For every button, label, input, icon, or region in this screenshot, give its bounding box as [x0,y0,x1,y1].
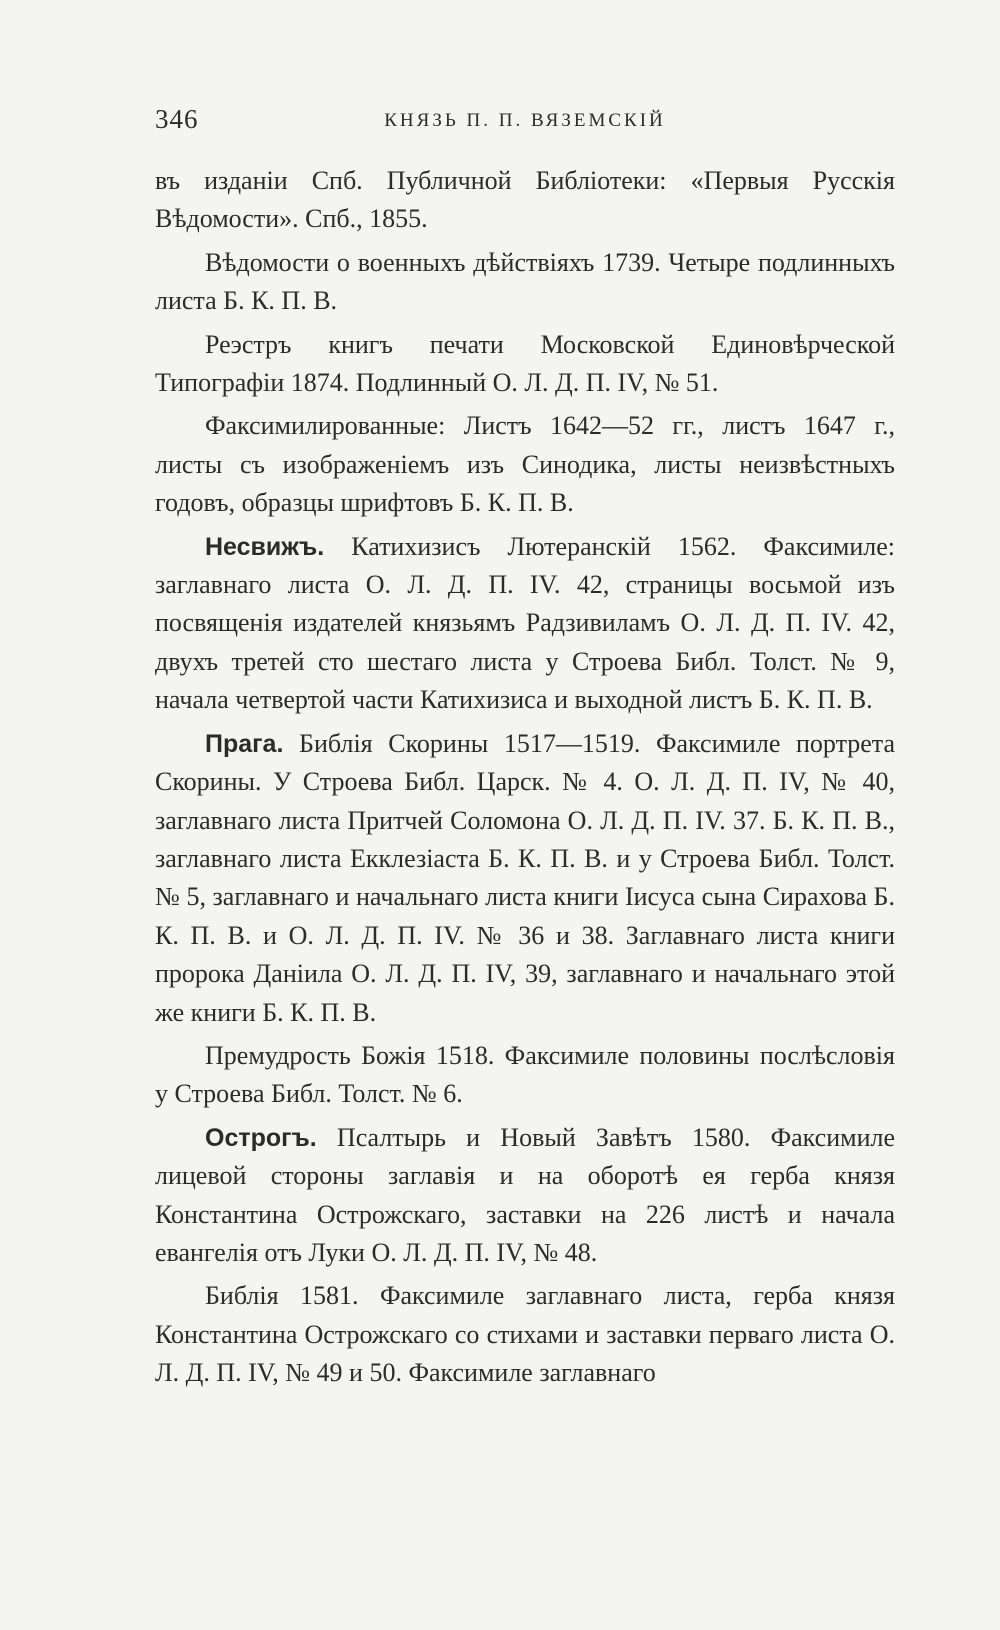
paragraph [155,326,895,403]
paragraph [155,1119,895,1273]
paragraph [155,162,895,239]
running-head [155,104,895,144]
paragraph [155,528,895,720]
paragraph-text: Реэстръ книгъ печати Московской Единовѣрческой Типографіи 1874. Подлинный О. Л. Д. П. IV, № 51. [155,329,895,398]
paragraph-text: Вѣдомости о военныхъ дѣйствіяхъ 1739. Четыре подлинныхъ листа Б. К. П. В. [155,247,895,316]
place-heading: Несвижъ. [205,532,325,561]
paragraph-text: Катихизисъ Лютеранскій 1562. Факсимиле: заглавнаго листа О. Л. Д. П. IV. 42, страницы восьмой изъ посвященія издателей князьямъ Радзивиламъ О. Л. Д. П. IV. 42, двухъ третей сто шестаго листа у Строева Библ. Толст. № 9, начала четвертой части Катихизиса и выходной листъ Б. К. П. В. [155,531,896,715]
place-heading: Прага. [205,729,284,758]
paragraph [155,725,895,1032]
place-heading: Острогъ. [205,1123,317,1152]
page-number: 346 [155,104,199,134]
paragraph [155,407,895,522]
paragraph-text: Премудрость Божія 1518. Факсимиле половины послѣсловія у Строева Библ. Толст. № 6. [155,1040,895,1109]
paragraph [155,1277,895,1392]
paragraph-text: Библія Скорины 1517—1519. Факсимиле портрета Скорины. У Строева Библ. Царск. № 4. О. Л. Д. П. IV, № 40, заглавнаго листа Притчей Соломона О. Л. Д. П. IV. 37. Б. К. П. В., заглавнаго листа Екклезіаста Б. К. П. В. и у Строева Библ. Толст. № 5, заглавнаго и начальнаго листа книги Іисуса сына Сирахова Б. К. П. В. и О. Л. Д. П. IV. № 36 и 38. Заглавнаго листа книги пророка Даніила О. Л. Д. П. IV, 39, заглавнаго и начальнаго этой же книги Б. К. П. В. [155,728,896,1027]
paragraph-text: Псалтырь и Новый Завѣтъ 1580. Факсимиле лицевой стороны заглавія и на оборотѣ ея герба князя Константина Острожскаго, заставки на 226 листѣ и начала евангелія отъ Луки О. Л. Д. П. IV, № 48. [155,1122,895,1267]
paragraph-text: въ изданіи Спб. Публичной Библіотеки: «Первыя Русскія Вѣдомости». Спб., 1855. [155,166,895,234]
running-title: КНЯЗЬ П. П. ВЯЗЕМСКІЙ [384,110,666,131]
paragraph-text: Библія 1581. Факсимиле заглавнаго листа, герба князя Константина Острожскаго со стихами и заставки перваго листа О. Л. Д. П. IV, № 49 и 50. Факсимиле заглавнаго [155,1281,895,1388]
paragraph [155,1037,895,1114]
body-text [155,162,895,1398]
paragraph-text: Факсимилированные: Листъ 1642—52 гг., листъ 1647 г., листы съ изображеніемъ изъ Синодика, листы неизвѣстныхъ годовъ, образцы шрифтовъ Б. К. П. В. [155,411,895,518]
paragraph [155,244,895,321]
